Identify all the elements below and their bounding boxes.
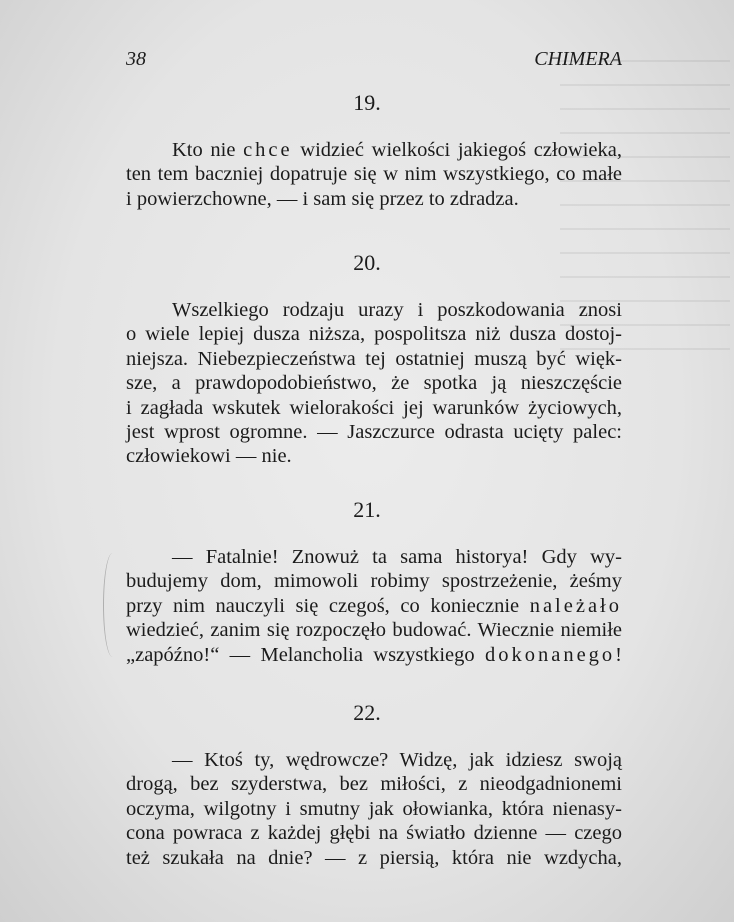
text-line: jest wprost ogromne. — Jaszczurce odrasta ucięty palec: (126, 420, 622, 443)
text-line: Wszelkiego rodzaju urazy i poszkodowania znosi (172, 299, 622, 321)
text-line: i zagłada wskutek wielorakości jej warunków życiowych, (126, 396, 622, 419)
text-line: „zapóźno!“ — Melancholia wszystkiego dokonanego! (126, 643, 622, 666)
text-line: wiedzieć, zanim się rozpoczęło budować. Wiecznie niemiłe (126, 619, 622, 642)
text-line: ten tem baczniej dopatruje się w nim wszystkiego, co małe (126, 163, 622, 186)
text-line: — Ktoś ty, wędrowcze? Widzę, jak idziesz swoją (172, 749, 622, 771)
section-number-21: 21. (353, 497, 381, 522)
section-number-20: 20. (353, 250, 381, 275)
text-line: cona powraca z każdej głębi na światło dzienne — czego (126, 822, 622, 845)
text-line: niejsza. Niebezpieczeństwa tej ostatniej muszą być więk- (126, 347, 622, 370)
section-number-22: 22. (353, 700, 381, 725)
paragraph-22 (126, 748, 622, 870)
page-number: 38 (126, 48, 146, 70)
paragraph-21 (126, 545, 622, 667)
text-line: — Fatalnie! Znowuż ta sama historya! Gdy wy- (172, 546, 622, 568)
text-line: też szukała na dnie? — z piersią, która nie wzdycha, (126, 846, 622, 869)
text-line: drogą, bez szyderstwa, bez miłości, z nieodgadnionemi (126, 773, 622, 796)
running-title: CHIMERA (534, 48, 622, 70)
section-number-19: 19. (353, 90, 381, 115)
paragraph-20 (126, 298, 622, 469)
text-line: sze, a prawdopodobieństwo, że spotka ją nieszczęście (126, 372, 622, 395)
text-line: przy nim nauczyli się czegoś, co koniecznie należało (126, 594, 622, 617)
text-line: budujemy dom, mimowoli robimy spostrzeżenie, żeśmy (126, 570, 622, 593)
pencil-margin-mark (103, 553, 122, 657)
text-line: oczyma, wilgotny i smutny jak ołowianka, która nienasy- (126, 797, 622, 820)
text-line: Kto nie chce widzieć wielkości jakiegoś człowieka, (172, 139, 623, 161)
paragraph-19 (126, 138, 622, 211)
text-line: człowiekowi — nie. (126, 445, 292, 468)
text-line: o wiele lepiej dusza niższa, pospolitsza niż dusza dostoj- (126, 323, 622, 346)
text-line: i powierzchowne, — i sam się przez to zdradza. (126, 187, 519, 210)
